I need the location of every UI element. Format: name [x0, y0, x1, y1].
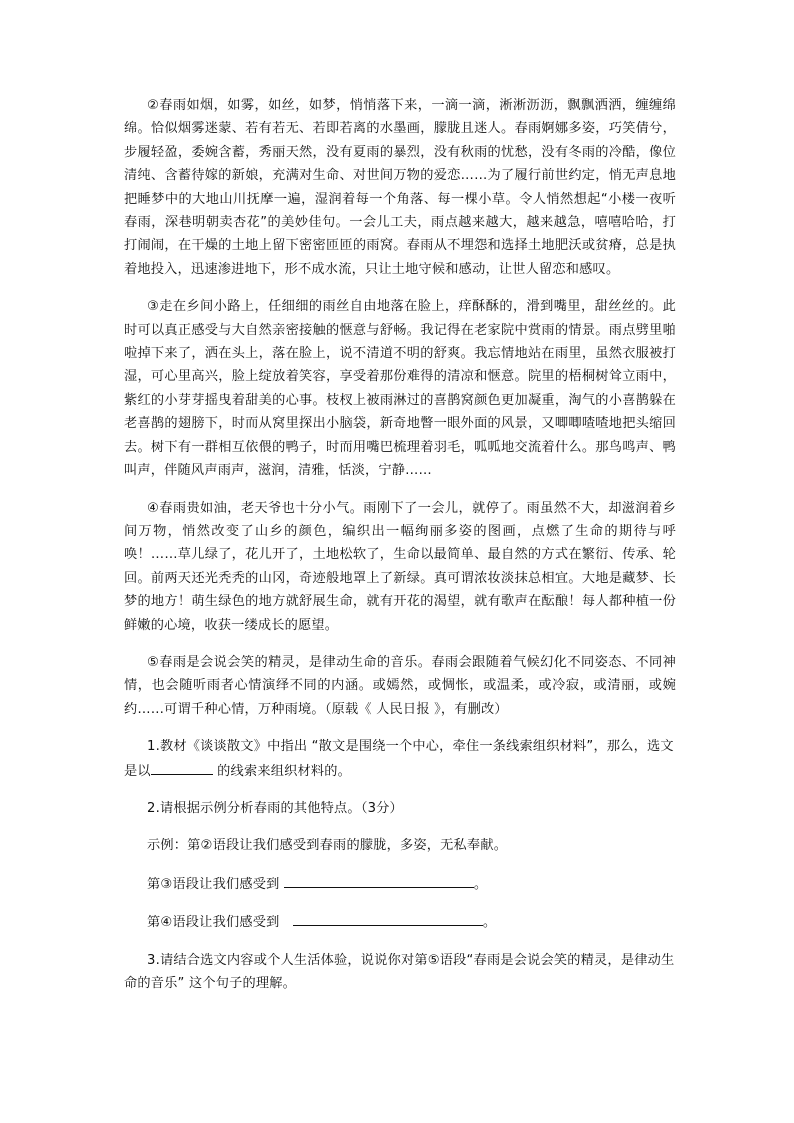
paragraph-2: ②春雨如烟，如雾，如丝，如梦，悄悄落下来，一滴一滴，淅淅沥沥，飘飘洒洒，缠缠绵绵。恰似烟雾迷蒙、若有若无、若即若离的水墨画，朦胧且迷人。春雨婀娜多姿，巧笑倩兮，步履轻盈，委婉含蓄，秀丽天然，没有夏雨的暴烈，没有秋雨的忧愁，没有冬雨的冷酷，像位清纯、含蓄待嫁的新娘，充满对生命、对世间万物的爱恋……为了履行前世约定，悄无声息地把睡梦中的大地山川抚摩一遍，湿润着每一个角落、每一棵小草。令人悄然想起“小楼一夜听春雨，深巷明朝卖杏花”的美妙佳句。一会儿工夫，雨点越来越大，越来越急，嘻嘻哈哈，打打闹闹，在干燥的土地上留下密密匝匝的雨窝。春雨从不埋怨和选择土地肥沃或贫瘠，总是执着地投入，迅速渗进地下，形不成水流，只让土地守候和感动，让世人留恋和感叹。 — [124, 98, 676, 277]
question-1-tail: 的线索来组织材料的。 — [212, 763, 352, 779]
answer-line-4-label: 第④语段让我们感受到 — [147, 915, 293, 931]
paragraph-5: ⑤春雨是会说会笑的精灵，是律动生命的音乐。春雨会跟随着气候幻化不同姿态、不同神情，也会随听雨者心情演绎不同的内涵。或嫣然，或惆怅，或温柔，或冷寂，或清丽，或婉约……可谓千种心情，万种雨境。（原载《 人民日报 》，有删改） — [124, 654, 676, 717]
question-1-text: 1.教材《谈谈散文》中指出 “散文是围绕一个中心，牵住一条线索组织材料”，那么，选文是以 — [124, 739, 674, 779]
question-2: 2.请根据示例分析春雨的其他特点。（3分） — [147, 800, 403, 816]
answer-blank-3[interactable] — [284, 872, 474, 888]
answer-line-4 — [124, 910, 676, 934]
question-3: 3.请结合选文内容或个人生活体验，说说你对第⑤语段“春雨是会说会笑的精灵，是律动生命的音乐” 这个句子的理解。 — [124, 952, 675, 991]
paragraph-3: ③走在乡间小路上，任细细的雨丝自由地落在脸上，痒酥酥的，滑到嘴里，甜丝丝的。此时可以真正感受与大自然亲密接触的惬意与舒畅。我记得在老家院中赏雨的情景。雨点劈里啪啦掉下来了，洒在头上，落在脸上，说不清道不明的舒爽。我忘情地站在雨里，虽然衣服被打湿，可心里高兴，脸上绽放着笑容，享受着那份难得的清凉和惬意。院里的梧桐树耸立雨中，紫红的小芽芽摇曳着甜美的心事。枝杈上被雨淋过的喜鹊窝颜色更加凝重，淘气的小喜鹊躲在老喜鹊的翅膀下，时而从窝里探出小脑袋，新奇地瞥一眼外面的风景，又唧唧喳喳地把头缩回去。树下有一群相互依偎的鸭子，时而用嘴巴梳理着羽毛，呱呱地交流着什么。那鸟鸣声、鸭叫声，伴随风声雨声，滋润，清雅，恬淡，宁静…… — [124, 299, 676, 479]
document-page — [124, 94, 676, 1009]
paragraph-4: ④春雨贵如油，老天爷也十分小气。雨刚下了一会儿，就停了。雨虽然不大，却滋润着乡间万物，悄然改变了山乡的颜色，编织出一幅绚丽多姿的图画，点燃了生命的期待与呼唤！……草儿绿了，花儿开了，土地松软了，生命以最简单、最自然的方式在繁衍、传承、轮回。前两天还光秃秃的山冈，奇迹般地罩上了新绿。真可谓浓妆淡抹总相宜。大地是藏梦、长梦的地方！萌生绿色的地方就舒展生命，就有开花的渴望，就有歌声在酝酿！每人都种植一份鲜嫩的心境，收获一缕成长的愿望。 — [124, 500, 676, 633]
answer-line-3-end: 。 — [473, 876, 488, 892]
example-line: 示例：第②语段让我们感受到春雨的朦胧，多姿，无私奉献。 — [147, 838, 508, 854]
answer-blank-4[interactable] — [293, 910, 483, 926]
answer-line-3 — [124, 872, 676, 896]
answer-blank-1[interactable] — [151, 759, 213, 775]
answer-line-4-end: 。 — [482, 915, 497, 931]
question-1 — [124, 735, 676, 783]
answer-line-3-label: 第③语段让我们感受到 — [147, 876, 284, 892]
